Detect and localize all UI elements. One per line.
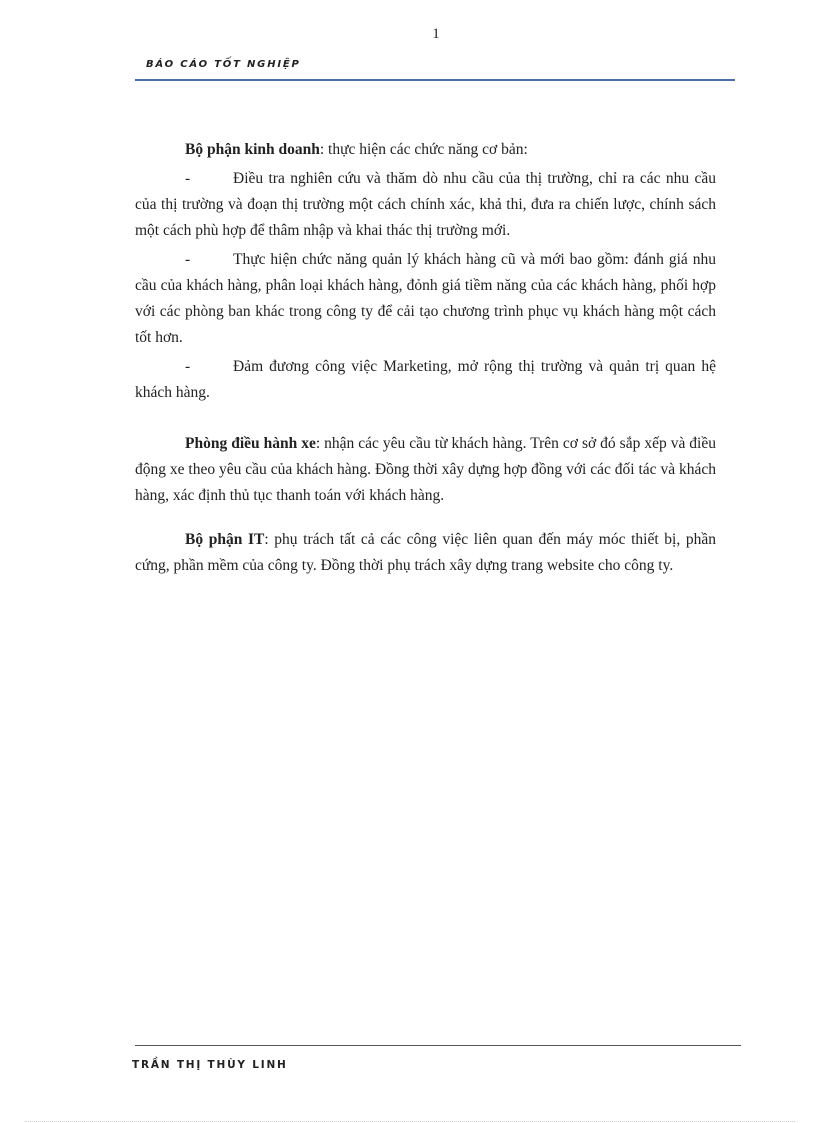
dispatch-text: : nhận các yêu cầu từ khách hàng. Trên cơ sở đó sắp xếp và điều động xe theo yêu cầu của khách hàng. Đồng thời xây dựng hợp đồng với các đối tác và khách hàng, xác định thủ tục thanh toán với khách hàng. [135, 435, 716, 504]
document-body [135, 137, 716, 579]
sales-intro-text: : thực hiện các chức năng cơ bản: [319, 141, 528, 158]
it-text: : phụ trách tất cả các công việc liên quan đến máy móc thiết bị, phần cứng, phần mềm của công ty. Đồng thời phụ trách xây dựng trang website cho công ty. [135, 531, 716, 574]
header-title: BÁO CÁO TỐT NGHIỆP [146, 59, 301, 70]
dispatch-heading: Phòng điều hành xe [185, 435, 316, 452]
page-bottom-border [25, 1121, 795, 1122]
page-number: 1 [432, 26, 440, 42]
sales-item-text: Thực hiện chức năng quản lý khách hàng cũ và mới bao gồm: đánh giá nhu cầu của khách hàng, phân loại khách hàng, đỏnh giá tiềm năng của các khách hàng, phối hợp với các phòng ban khác trong công ty để cải tạo chương trình phục vụ khách hàng một cách tốt hơn. [135, 251, 716, 346]
sales-item-text: Điều tra nghiên cứu và thăm dò nhu cầu của thị trường, chỉ ra các nhu cầu của thị trường và đoạn thị trường một cách chính xác, khả thi, đưa ra chiến lược, chính sách một cách phù hợp để thâm nhập và khai thác thị trường mới. [135, 170, 716, 239]
bullet-dash: - [185, 251, 191, 268]
footer-divider [135, 1045, 741, 1046]
it-heading: Bộ phận IT [185, 531, 265, 548]
sales-heading: Bộ phận kinh doanh [185, 141, 320, 158]
header-divider [135, 79, 735, 81]
sales-item-1 [135, 166, 716, 244]
footer-author: TRẦN THỊ THÙY LINH [132, 1059, 288, 1071]
sales-item-text: Đảm đương công việc Marketing, mở rộng thị trường và quản trị quan hệ khách hàng. [135, 358, 716, 401]
sales-item-2 [135, 247, 716, 351]
bullet-dash: - [185, 170, 191, 187]
sales-item-3 [135, 354, 716, 406]
dispatch-paragraph [135, 431, 716, 509]
bullet-dash: - [185, 358, 191, 375]
it-paragraph [135, 527, 716, 579]
sales-intro-paragraph [135, 137, 716, 163]
